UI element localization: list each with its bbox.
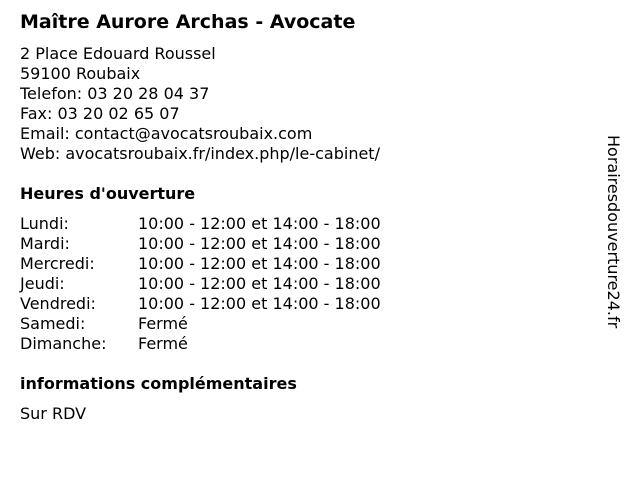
address-street: 2 Place Edouard Roussel xyxy=(20,44,216,63)
additional-info-heading: informations complémentaires xyxy=(20,374,297,393)
time-value: 10:00 - 12:00 et 14:00 - 18:00 xyxy=(138,294,381,313)
contact-block xyxy=(20,44,380,164)
site-watermark: Horairesdouverture24.fr xyxy=(604,135,623,329)
address-city: 59100 Roubaix xyxy=(20,64,141,83)
hours-row-friday xyxy=(20,294,381,314)
day-label: Vendredi: xyxy=(20,294,96,313)
day-label: Jeudi: xyxy=(20,274,65,293)
day-label: Mercredi: xyxy=(20,254,95,273)
fax-number: Fax: 03 20 02 65 07 xyxy=(20,104,180,123)
day-label: Lundi: xyxy=(20,214,69,233)
website-address: Web: avocatsroubaix.fr/index.php/le-cabinet/ xyxy=(20,144,380,163)
time-value: Fermé xyxy=(138,334,188,353)
hours-row-thursday xyxy=(20,274,381,294)
time-value: 10:00 - 12:00 et 14:00 - 18:00 xyxy=(138,234,381,253)
hours-row-sunday xyxy=(20,334,381,354)
day-label: Mardi: xyxy=(20,234,70,253)
day-label: Dimanche: xyxy=(20,334,107,353)
hours-row-monday xyxy=(20,214,381,234)
hours-row-tuesday xyxy=(20,234,381,254)
time-value: 10:00 - 12:00 et 14:00 - 18:00 xyxy=(138,274,381,293)
day-label: Samedi: xyxy=(20,314,86,333)
hours-row-wednesday xyxy=(20,254,381,274)
business-name: Maître Aurore Archas - Avocate xyxy=(20,11,356,33)
hours-row-saturday xyxy=(20,314,381,334)
time-value: Fermé xyxy=(138,314,188,333)
additional-info-text: Sur RDV xyxy=(20,404,87,423)
time-value: 10:00 - 12:00 et 14:00 - 18:00 xyxy=(138,254,381,273)
phone-number: Telefon: 03 20 28 04 37 xyxy=(20,84,210,103)
opening-hours-table xyxy=(20,214,381,354)
opening-hours-heading: Heures d'ouverture xyxy=(20,184,196,203)
time-value: 10:00 - 12:00 et 14:00 - 18:00 xyxy=(138,214,381,233)
email-address: Email: contact@avocatsroubaix.com xyxy=(20,124,313,143)
